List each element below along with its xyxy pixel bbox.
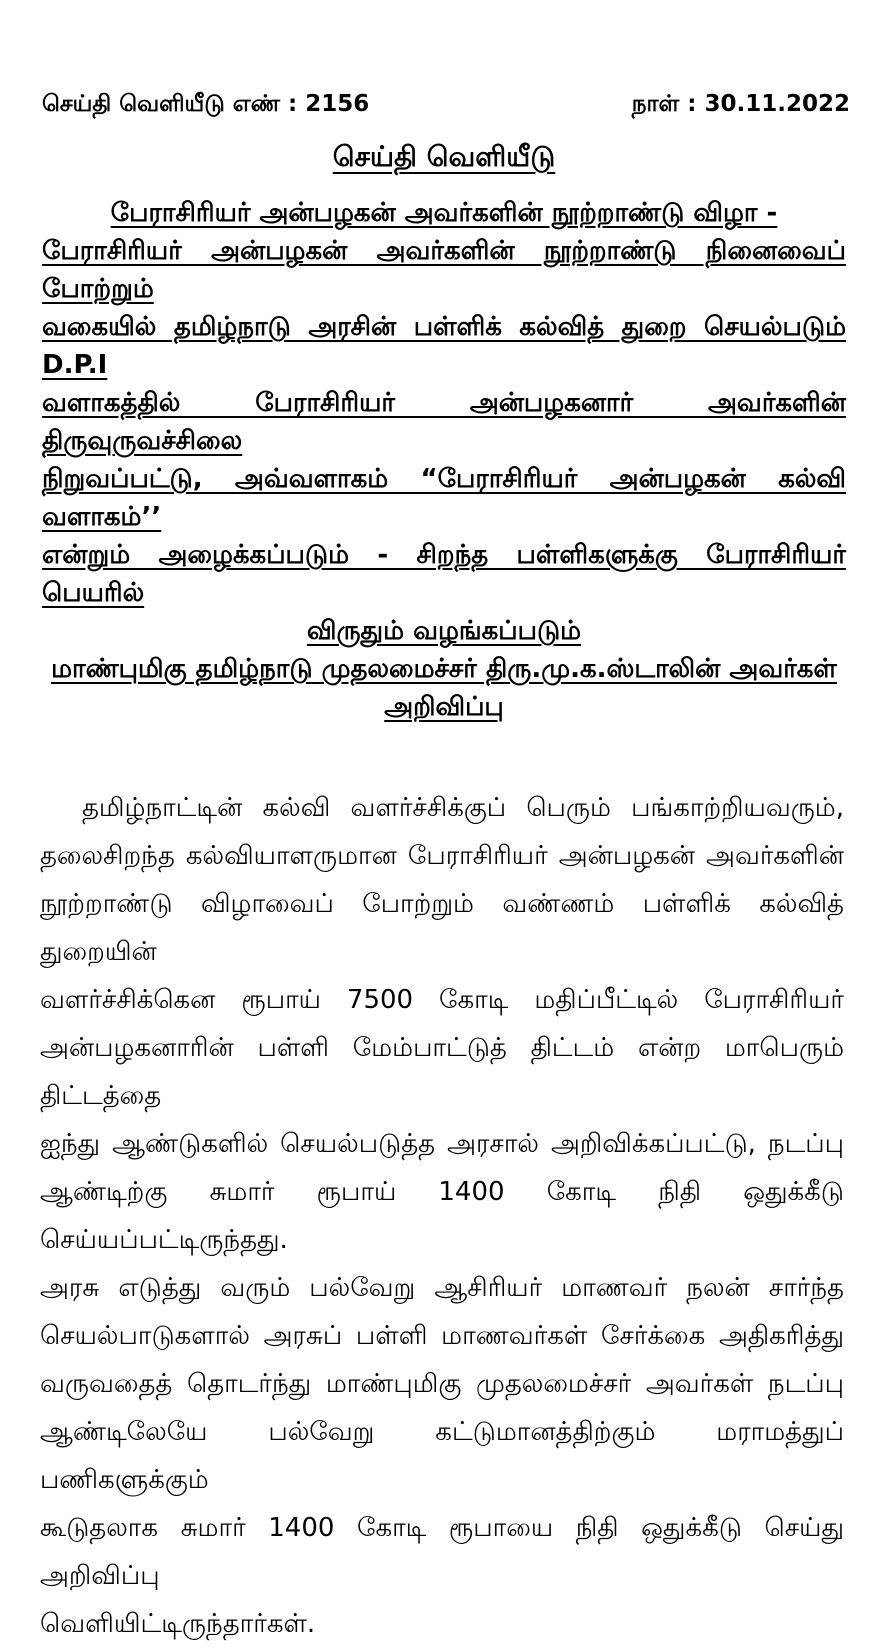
body-line: தமிழ்நாட்டின் கல்வி வளர்ச்சிக்குப் பெரும் பங்காற்றியவரும்,	[82, 793, 844, 823]
body-line: ஆண்டிற்கு சுமார் ரூபாய் 1400 கோடி நிதி ஒதுக்கீடு செய்யப்பட்டிருந்தது.	[40, 1177, 844, 1255]
document-header	[0, 0, 888, 118]
body-line: வருவதைத் தொடர்ந்து மாண்புமிகு முதலமைச்சர் அவர்கள் நடப்பு	[40, 1369, 844, 1399]
body-line: தலைசிறந்த கல்வியாளருமான பேராசிரியர் அன்பழகன் அவர்களின்	[40, 841, 844, 871]
body-line: வளர்ச்சிக்கென ரூபாய் 7500 கோடி மதிப்பீட்டில் பேராசிரியர்	[40, 985, 844, 1015]
body-line: வெளியிட்டிருந்தார்கள்.	[40, 1609, 316, 1639]
body-line: அரசு எடுத்து வரும் பல்வேறு ஆசிரியர் மாணவர் நலன் சார்ந்த	[40, 1273, 844, 1303]
body-paragraph	[40, 784, 844, 1648]
document-title-text: செய்தி வெளியீடு	[332, 140, 556, 173]
headline-line: பேராசிரியர் அன்பழகன் அவர்களின் நூற்றாண்டு நினைவைப் போற்றும்	[42, 236, 846, 304]
body-line: செயல்பாடுகளால் அரசுப் பள்ளி மாணவர்கள் சேர்க்கை அதிகரித்து	[40, 1321, 844, 1351]
document-title	[0, 140, 888, 174]
release-date: நாள் : 30.11.2022	[631, 91, 850, 117]
body-line: அன்பழகனாரின் பள்ளி மேம்பாட்டுத் திட்டம் என்ற மாபெரும் திட்டத்தை	[40, 1033, 844, 1111]
headline-line: வளாகத்தில் பேராசிரியர் அன்பழகனார் அவர்களின் திருவுருவச்சிலை	[42, 388, 846, 456]
headline-line: மாண்புமிகு தமிழ்நாடு முதலமைச்சர் திரு.மு.க.ஸ்டாலின் அவர்கள்	[51, 654, 837, 684]
headline-line: வகையில் தமிழ்நாடு அரசின் பள்ளிக் கல்வித் துறை செயல்படும் D.P.I	[42, 312, 846, 380]
body-line: நூற்றாண்டு விழாவைப் போற்றும் வண்ணம் பள்ளிக் கல்வித் துறையின்	[40, 889, 844, 967]
headline-line: நிறுவப்பட்டு, அவ்வளாகம் “பேராசிரியர் அன்பழகன் கல்வி வளாகம்’’	[42, 464, 846, 532]
headline-line: விருதும் வழங்கப்படும்	[306, 616, 582, 646]
headline-line: அறிவிப்பு	[384, 692, 504, 722]
headline-line: பேராசிரியர் அன்பழகன் அவர்களின் நூற்றாண்டு விழா -	[110, 198, 778, 228]
headline-block	[42, 194, 846, 726]
headline-line: என்றும் அழைக்கப்படும் - சிறந்த பள்ளிகளுக்கு பேராசிரியர் பெயரில்	[42, 540, 846, 608]
release-number: செய்தி வெளியீடு எண் : 2156	[42, 91, 370, 117]
body-line: ஆண்டிலேயே பல்வேறு கட்டுமானத்திற்கும் மராமத்துப் பணிகளுக்கும்	[40, 1417, 844, 1495]
body-line: ஐந்து ஆண்டுகளில் செயல்படுத்த அரசால் அறிவிக்கப்பட்டு, நடப்பு	[40, 1129, 844, 1159]
body-line: கூடுதலாக சுமார் 1400 கோடி ரூபாயை நிதி ஒதுக்கீடு செய்து அறிவிப்பு	[40, 1513, 844, 1591]
